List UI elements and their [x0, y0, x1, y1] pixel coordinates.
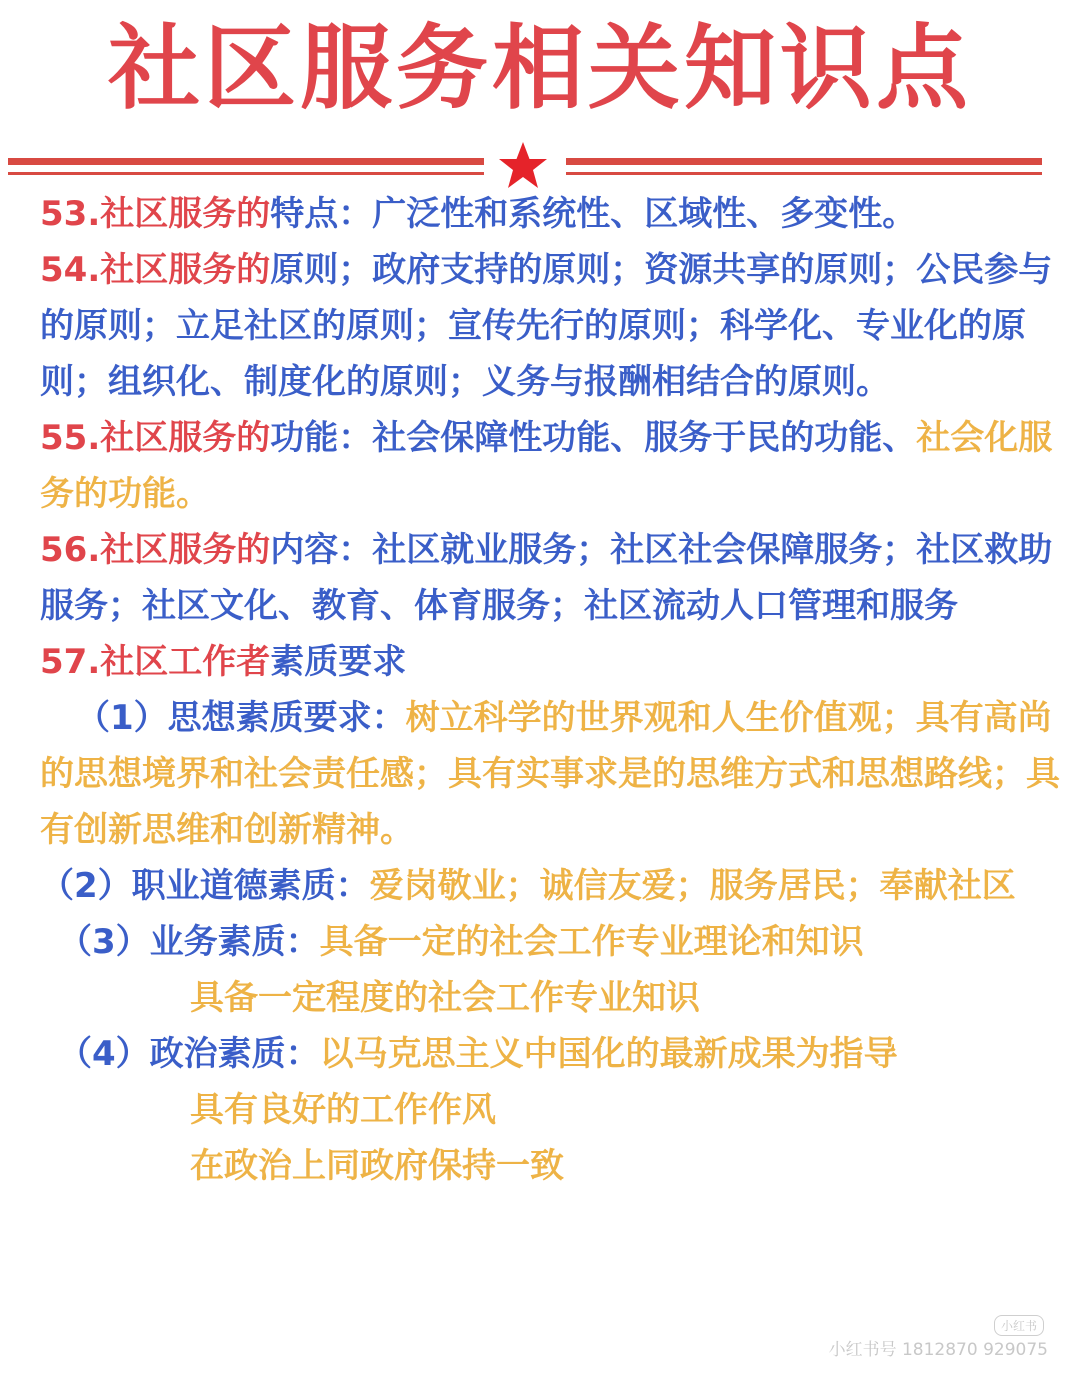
- subitem-text: 具备一定程度的社会工作专业知识: [190, 978, 700, 1018]
- subitem-label: （4）政治素质：: [58, 1034, 320, 1074]
- subitem-ethics: [40, 858, 1060, 914]
- subitem-label: （1）思想素质要求：: [76, 698, 406, 738]
- item-topic: 功能：: [270, 418, 373, 458]
- subitem-text: 爱岗敬业；诚信友爱；服务居民；奉献社区: [369, 866, 1016, 906]
- item-label: 社区工作者: [100, 642, 271, 682]
- item-number: 55.: [40, 418, 101, 458]
- item-topic: 原则；: [270, 250, 373, 290]
- page-title: 社区服务相关知识点: [107, 15, 972, 122]
- subitem-label: （2）职业道德素质：: [40, 866, 370, 906]
- item-topic: 内容：: [270, 530, 373, 570]
- item-label: 社区服务的: [100, 418, 271, 458]
- item-label: 社区服务的: [100, 194, 271, 234]
- item-53: [40, 186, 1060, 242]
- item-label: 社区服务的: [100, 250, 271, 290]
- item-topic: 特点：: [270, 194, 373, 234]
- item-number: 57.: [40, 642, 101, 682]
- subitem-text: 树立科学的世界观和人生价值观；具有高尚的思想境界和社会责任感；具有实事求是的思维方式和思想路线；具有创新思维和创新精神。: [40, 698, 1060, 850]
- item-text: 社会保障性功能、服务于民的功能、: [372, 418, 917, 458]
- subitem-text: 以马克思主义中国化的最新成果为指导: [319, 1034, 898, 1074]
- item-text: 社区就业服务；社区社会保障服务；社区救助服务；社区文化、教育、体育服务；社区流动人口管理和服务: [40, 530, 1053, 626]
- item-label: 社区服务的: [100, 530, 271, 570]
- item-number: 53.: [40, 194, 101, 234]
- item-text: 政府支持的原则；资源共享的原则；公民参与的原则；立足社区的原则；宣传先行的原则；科学化、专业化的原则；组织化、制度化的原则；义务与报酬相结合的原则。: [40, 250, 1053, 402]
- subitem-text: 在政治上同政府保持一致: [190, 1146, 564, 1186]
- item-text-highlight: 社会化服务的功能。: [40, 418, 1053, 514]
- item-55: [40, 410, 1060, 522]
- item-56: [40, 522, 1060, 634]
- item-number: 56.: [40, 530, 101, 570]
- item-topic: 素质要求: [270, 642, 407, 682]
- subitem-politics: [40, 1026, 1060, 1194]
- watermark-text: 小红书号 1812870 929075: [828, 1340, 1048, 1360]
- knowledge-list: [40, 186, 1060, 1194]
- item-text: 广泛性和系统性、区域性、多变性。: [372, 194, 917, 234]
- subitem-label: （3）业务素质：: [58, 922, 320, 962]
- item-number: 54.: [40, 250, 101, 290]
- star-icon: [497, 140, 549, 192]
- subitem-business: [40, 914, 1060, 1026]
- watermark-logo: 小红书: [994, 1315, 1044, 1336]
- item-57: [40, 634, 1060, 690]
- subitem-text: 具备一定的社会工作专业理论和知识: [319, 922, 864, 962]
- subitem-text: 具有良好的工作作风: [190, 1090, 496, 1130]
- subitem-thought: [40, 690, 1060, 858]
- item-54: [40, 242, 1060, 410]
